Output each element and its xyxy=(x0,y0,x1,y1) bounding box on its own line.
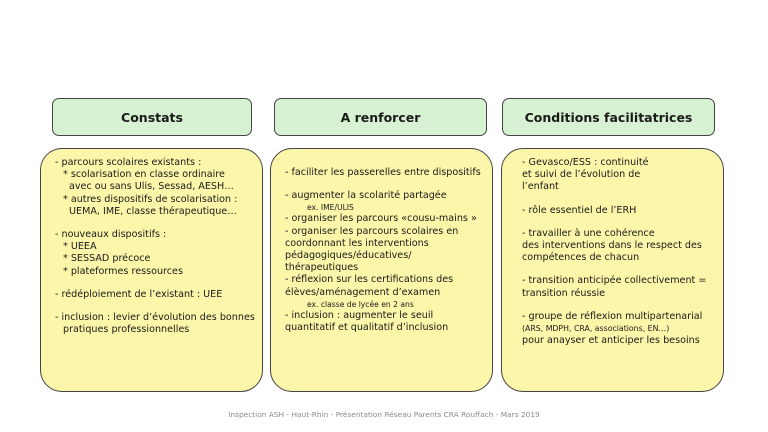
constats-line: UEMA, IME, classe thérapeutique… xyxy=(69,205,237,217)
renforcer-line: pédagogiques/éducatives/ xyxy=(285,250,412,262)
renforcer-line: ex. IME/ULIS xyxy=(307,203,354,213)
renforcer-line: quantitatif et qualitatif d’inclusion xyxy=(285,322,449,334)
constats-line: - rédéploiement de l’existant : UEE xyxy=(55,288,223,300)
renforcer-line: élèves/aménagement d’examen xyxy=(285,286,441,298)
renforcer-line: - inclusion : augmenter le seuil xyxy=(285,309,434,321)
conditions-line: transition réussie xyxy=(522,287,606,299)
conditions-line: - Gevasco/ESS : continuité xyxy=(522,157,649,168)
constats-line: * scolarisation en classe ordinaire xyxy=(63,169,225,181)
conditions-line: - rôle essentiel de l’ERH xyxy=(522,204,637,216)
conditions-line: compétences de chacun xyxy=(522,252,640,264)
renforcer-line: - organiser les parcours «cousu-mains » xyxy=(285,213,477,225)
renforcer-line: ex. classe de lycée en 2 ans xyxy=(307,299,414,309)
conditions-line: et suivi de l’évolution de xyxy=(522,169,641,181)
constats-line: - nouveaux dispositifs : xyxy=(55,229,167,241)
conditions-line: l’enfant xyxy=(522,181,559,193)
conditions-line: (ARS, MDPH, CRA, associations, EN…) xyxy=(522,324,670,334)
footer-text: Inspection ASH - Haut-Rhin - Présentation Réseau Parents CRA Rouffach - Mars 2019 xyxy=(228,410,540,419)
constats-line: avec ou sans Ulis, Sessad, AESH… xyxy=(69,181,234,193)
constats-line: pratiques professionnelles xyxy=(63,324,190,336)
conditions-line: des interventions dans le respect des xyxy=(522,240,702,252)
conditions-line: - travailler à une cohérence xyxy=(522,227,655,239)
header-conditions-facilitatrices xyxy=(502,98,715,136)
renforcer-line: - réflexion sur les certifications des xyxy=(285,274,454,286)
constats-line: - inclusion : levier d’évolution des bonnes xyxy=(55,312,255,324)
renforcer-line: - faciliter les passerelles entre dispositifs xyxy=(285,167,481,178)
header-constats-label: Constats xyxy=(121,109,183,125)
constats-line: - parcours scolaires existants : xyxy=(55,157,202,168)
constats-line: * SESSAD précoce xyxy=(63,253,151,265)
constats-box xyxy=(40,148,263,392)
header-a-renforcer xyxy=(274,98,487,136)
header-conditions-label: Conditions facilitatrices xyxy=(524,109,693,125)
renforcer-line: coordonnant les interventions xyxy=(285,237,429,249)
constats-line: * plateformes ressources xyxy=(63,265,183,277)
conditions-line: - groupe de réflexion multipartenarial xyxy=(522,310,703,322)
renforcer-line: - organiser les parcours scolaires en xyxy=(285,225,459,237)
conditions-line: pour anayser et anticiper les besoins xyxy=(522,335,700,347)
header-a-renforcer-label: A renforcer xyxy=(340,109,421,125)
constats-line: * UEEA xyxy=(63,241,97,253)
renforcer-line: thérapeutiques xyxy=(285,262,359,274)
header-constats xyxy=(52,98,252,136)
constats-line: * autres dispositifs de scolarisation : xyxy=(63,193,238,205)
conditions-box xyxy=(501,148,724,392)
renforcer-line: - augmenter la scolarité partagée xyxy=(285,190,447,202)
a-renforcer-box xyxy=(270,148,493,392)
conditions-line: - transition anticipée collectivement = xyxy=(522,275,707,287)
